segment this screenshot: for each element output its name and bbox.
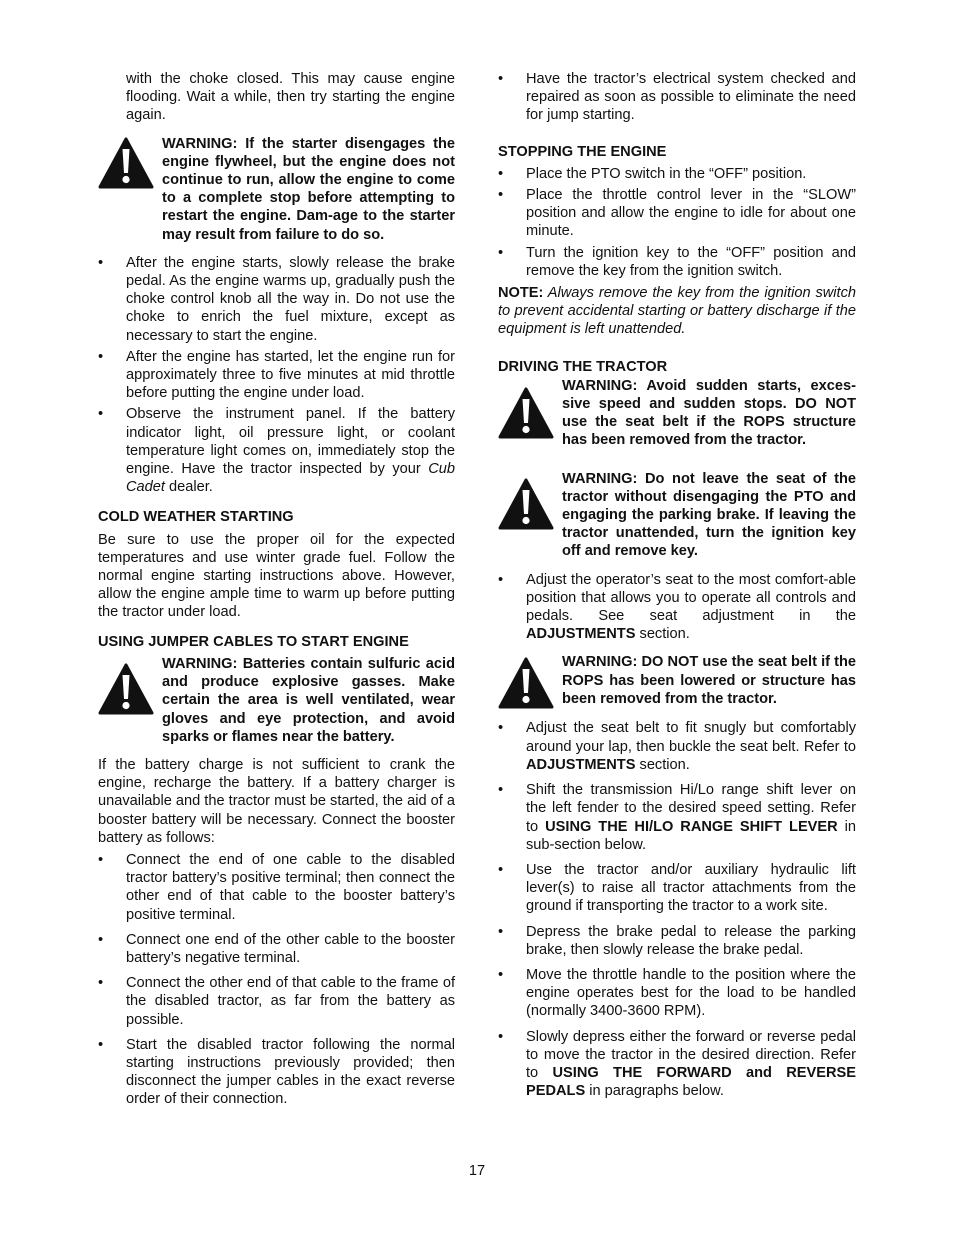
warning-exclamation-triangle-icon (498, 470, 562, 530)
list-item: • Shift the transmission Hi/Lo range shift lever on the left fender to the desired speed setting. Refer to USING THE HI/LO RANGE SHIFT LEVER in sub-section below. (498, 782, 856, 853)
list-item: • Move the throttle handle to the position where the engine operates best for the load to be handled (normally 3400-3600 RPM). (498, 966, 856, 1020)
section-heading-jumper-cables: USING JUMPER CABLES TO START ENGINE (98, 633, 409, 650)
warning-starter (98, 135, 455, 244)
section-heading-stopping-engine: STOPPING THE ENGINE (498, 143, 667, 160)
section-heading-driving-tractor: DRIVING THE TRACTOR (498, 358, 668, 375)
note-label: NOTE: (498, 285, 544, 302)
warning-sudden-starts-text: WARNING: Avoid sudden starts, exces-sive speed and sudden stops. DO NOT use the seat belt if the ROPS structure has been removed from the tractor. (562, 377, 856, 449)
warning-leave-seat (498, 470, 856, 561)
list-item: • Connect the end of one cable to the disabled tractor battery’s positive terminal; then connect the other end of that cable to the booster battery’s positive terminal. (98, 851, 455, 923)
list-item: • Observe the instrument panel. If the battery indicator light, oil pressure light, or coolant temperature light comes on, immediately stop the engine. Have the tractor inspected by your Cub Cadet dealer. (98, 406, 455, 496)
left-column (98, 68, 455, 1109)
list-item: • Connect the other end of that cable to the frame of the disabled tractor, as far from the battery as possible. (98, 975, 455, 1028)
list-item: • Place the PTO switch in the “OFF” position. (498, 165, 807, 182)
warning-exclamation-triangle-icon (498, 653, 562, 709)
list-item: • After the engine starts, slowly release the brake pedal. As the engine warms up, gradually push the choke control knob all the way in. Do not use the choke to enrich the fuel mixture, except as necessary to start the engine. (98, 254, 455, 344)
list-item: • After the engine has started, let the engine run for approximately three to five minutes at mid throttle before putting the engine under load. (98, 348, 455, 402)
warning-seat-belt (498, 653, 856, 709)
list-item: • Have the tractor’s electrical system checked and repaired as soon as possible to eliminate the need for jump starting. (498, 71, 856, 124)
starting-bullets (98, 254, 455, 497)
intro-paragraph: with the choke closed. This may cause engine flooding. Wait a while, then try starting the engine again. (126, 71, 455, 124)
cold-weather-paragraph: Be sure to use the proper oil for the expected temperatures and use winter grade fuel. Follow the normal engine starting instructions above. However, allow the engine ample time to warm up before putting the tractor under load. (98, 531, 455, 621)
list-item: • Turn the ignition key to the “OFF” position and remove the key from the ignition switch. (498, 244, 856, 279)
list-item: • Start the disabled tractor following the normal starting instructions previously provided; then disconnect the jumper cables in the exact reverse order of their connection. (98, 1036, 455, 1108)
list-item: • Place the throttle control lever in the “SLOW” position and allow the engine to idle for about one minute. (498, 187, 856, 240)
warning-exclamation-triangle-icon (498, 377, 562, 439)
warning-sudden-starts (498, 377, 856, 450)
warning-starter-text: WARNING: If the starter disengages the engine flywheel, but the engine does not continue to run, allow the engine to come to a complete stop before attempting to restart the engine. Dam-age to the starter may result from failure to do so. (162, 135, 455, 243)
list-item: • Depress the brake pedal to release the parking brake, then slowly release the brake pedal. (498, 923, 856, 958)
page-number: 17 (468, 1163, 486, 1179)
warning-leave-seat-text: WARNING: Do not leave the seat of the tractor without disengaging the PTO and engaging the parking brake. If leaving the tractor unattended, turn the ignition key off and remove key. (562, 470, 856, 560)
brand-name: Cub Cadet (126, 461, 455, 496)
jumper-bullets (98, 851, 455, 1109)
jumper-paragraph: If the battery charge is not sufficient to crank the engine, recharge the battery. If a battery charger is unavailable and the tractor must be started, the aid of a booster battery will be necessary. Connect the booster battery as follows: (98, 756, 455, 846)
list-item: • Slowly depress either the forward or reverse pedal to move the tractor in the desired direction. Refer to USING THE FORWARD and REVERSE PEDALS in paragraphs below. (498, 1028, 856, 1100)
warning-battery-text: WARNING: Batteries contain sulfuric acid and produce explosive gasses. Make certain the area is well ventilated, wear gloves and eye protection, and avoid sparks or flames near the battery. (162, 655, 455, 745)
section-heading-cold-weather: COLD WEATHER STARTING (98, 509, 294, 526)
list-item: • Connect one end of the other cable to the booster battery’s negative terminal. (98, 931, 455, 966)
right-column (498, 68, 856, 1100)
stopping-bullets (498, 165, 856, 280)
list-item: • Adjust the seat belt to fit snugly but comfortably around your lap, then buckle the seat belt. Refer to ADJUSTMENTS section. (498, 720, 856, 773)
warning-battery (98, 655, 455, 746)
warning-exclamation-triangle-icon (98, 135, 162, 189)
driving-bullets (498, 719, 856, 1100)
warning-exclamation-triangle-icon (98, 655, 162, 715)
list-item: • Use the tractor and/or auxiliary hydraulic lift lever(s) to raise all tractor attachments from the ground if transporting the tractor to a work site. (498, 861, 856, 915)
warning-seat-belt-text: WARNING: DO NOT use the seat belt if the ROPS has been lowered or structure has been removed from the tractor. (562, 654, 856, 707)
list-item: • Adjust the operator’s seat to the most comfort-able position that allows you to operate all controls and pedals. See seat adjustment in the ADJUSTMENTS section. (498, 571, 856, 643)
note-paragraph: NOTE: Always remove the key from the ignition switch to prevent accidental starting or battery discharge if the equipment is left unattended. (498, 285, 856, 338)
